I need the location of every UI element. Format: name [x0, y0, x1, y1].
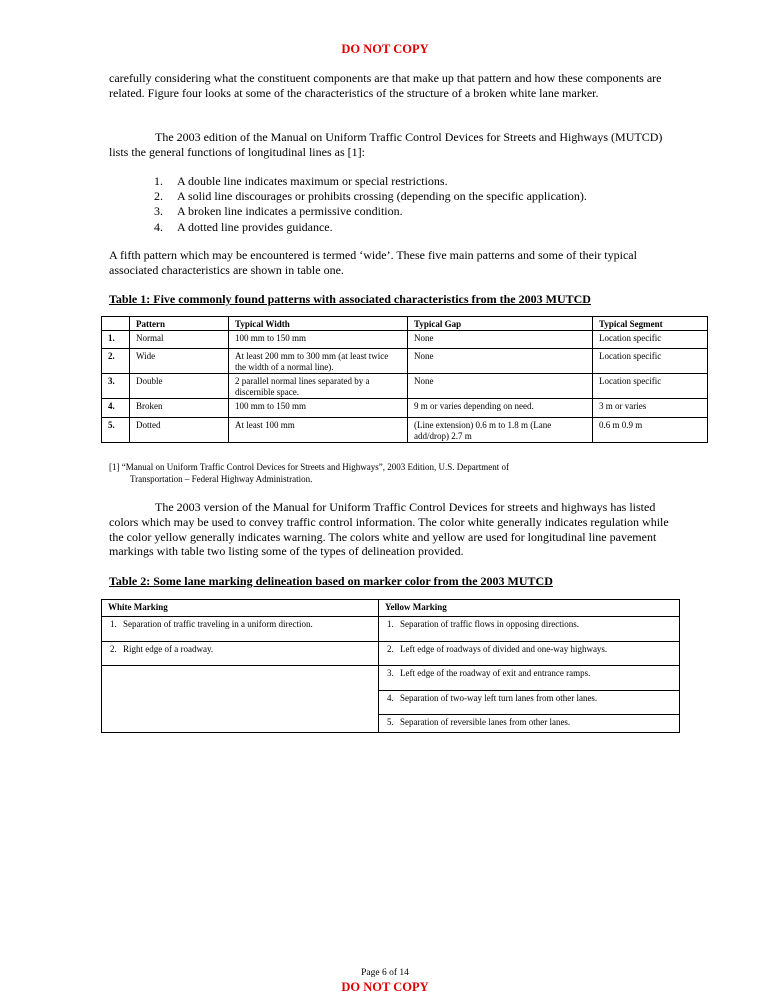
table-cell: 1. Separation of traffic flows in opposing directions.	[379, 617, 680, 642]
table-cell: At least 200 mm to 300 mm (at least twice the width of a normal line).	[229, 349, 408, 374]
table-header-cell: Pattern	[130, 317, 229, 331]
table-cell: Normal	[130, 331, 229, 349]
table-row	[102, 617, 680, 642]
table-row	[102, 418, 708, 443]
table-row	[102, 399, 708, 418]
table2-caption: Table 2: Some lane marking delineation based on marker color from the 2003 MUTCD	[109, 574, 553, 588]
page-number: Page 6 of 14	[361, 968, 409, 978]
table-row	[102, 666, 680, 691]
table-cell: At least 100 mm	[229, 418, 408, 443]
table-cell: 9 m or varies depending on need.	[408, 399, 593, 418]
table1-caption: Table 1: Five commonly found patterns with associated characteristics from the 2003 MUTCD	[109, 292, 591, 306]
table-cell: Location specific	[593, 374, 708, 399]
table-cell: 1.	[102, 331, 130, 349]
paragraph-pattern-structure: carefully considering what the constituent components are that make up that pattern and how these components are related. Figure four looks at some of the characteristics of the structure of a broken white lane marker.	[109, 71, 662, 100]
table-row	[102, 642, 680, 666]
table-cell: 4.	[102, 399, 130, 418]
table-cell: 3 m or varies	[593, 399, 708, 418]
table-cell: 2. Left edge of roadways of divided and one-way highways.	[379, 642, 680, 666]
table-cell: 4. Separation of two-way left turn lanes from other lanes.	[379, 691, 680, 715]
table-header-cell: Typical Width	[229, 317, 408, 331]
table-cell: None	[408, 349, 593, 374]
do-not-copy-stamp-bottom: DO NOT COPY	[341, 980, 429, 994]
table-header-cell	[102, 317, 130, 331]
table-cell: 3.	[102, 374, 130, 399]
table-cell: Double	[130, 374, 229, 399]
table-header-cell: Typical Segment	[593, 317, 708, 331]
table-header-cell: White Marking	[102, 600, 379, 617]
table-cell: Location specific	[593, 349, 708, 374]
marker-color-table	[101, 599, 680, 733]
table-cell: Broken	[130, 399, 229, 418]
footnote	[109, 461, 669, 485]
table-header-cell: Typical Gap	[408, 317, 593, 331]
functions-list	[154, 174, 674, 235]
list-item: 4. A dotted line provides guidance.	[154, 219, 333, 234]
paragraph-fifth-pattern: A fifth pattern which may be encountered is termed ‘wide’. These five main patterns and some of their typical associated characteristics are shown in table one.	[109, 248, 637, 277]
do-not-copy-stamp-top: DO NOT COPY	[341, 42, 429, 56]
table-cell: 100 mm to 150 mm	[229, 399, 408, 418]
list-item: 1. A double line indicates maximum or special restrictions.	[154, 174, 448, 188]
list-item: 3. A broken line indicates a permissive condition.	[154, 204, 403, 219]
table-cell: 5. Separation of reversible lanes from other lanes.	[379, 715, 680, 733]
table-cell: 1. Separation of traffic traveling in a uniform direction.	[102, 617, 379, 642]
table-cell: Dotted	[130, 418, 229, 443]
table-cell: 2 parallel normal lines separated by a discernible space.	[229, 374, 408, 399]
table-cell: None	[408, 374, 593, 399]
table-cell: None	[408, 331, 593, 349]
table-cell: Location specific	[593, 331, 708, 349]
footnote-line: Transportation – Federal Highway Administration.	[130, 474, 313, 484]
table-cell: 0.6 m 0.9 m	[593, 418, 708, 443]
table-cell: (Line extension) 0.6 m to 1.8 m (Lane add/drop) 2.7 m	[408, 418, 593, 443]
table-cell: Wide	[130, 349, 229, 374]
list-item: 2. A solid line discourages or prohibits crossing (depending on the specific application).	[154, 189, 587, 204]
paragraph-marking-colors: The 2003 version of the Manual for Uniform Traffic Control Devices for streets and highways has listed colors which may be used to convey traffic control information. The color white generally indicates regulation while the color yellow generally indicates warning. The colors white and yellow are used for longitudinal line pavement markings with table two listing some of the types of delineation provided.	[109, 500, 669, 559]
table-cell: 100 mm to 150 mm	[229, 331, 408, 349]
patterns-table	[101, 316, 708, 443]
table-row	[102, 349, 708, 374]
table-row	[102, 331, 708, 349]
table-header-row	[102, 600, 680, 617]
table-cell: 5.	[102, 418, 130, 443]
table-cell: 2. Right edge of a roadway.	[102, 642, 379, 666]
paragraph-mutcd-functions: The 2003 edition of the Manual on Uniform Traffic Control Devices for Streets and Highways (MUTCD) lists the general functions of longitudinal lines as [1]:	[109, 130, 663, 159]
table-cell: 2.	[102, 349, 130, 374]
footnote-line: [1] “Manual on Uniform Traffic Control Devices for Streets and Highways”, 2003 Edition, U.S. Department of	[109, 462, 510, 472]
table-header-row	[102, 317, 708, 331]
table-row	[102, 374, 708, 399]
table-cell: 3. Left edge of the roadway of exit and entrance ramps.	[379, 666, 680, 691]
table-header-cell: Yellow Marking	[379, 600, 680, 617]
table-cell-empty	[102, 666, 379, 733]
